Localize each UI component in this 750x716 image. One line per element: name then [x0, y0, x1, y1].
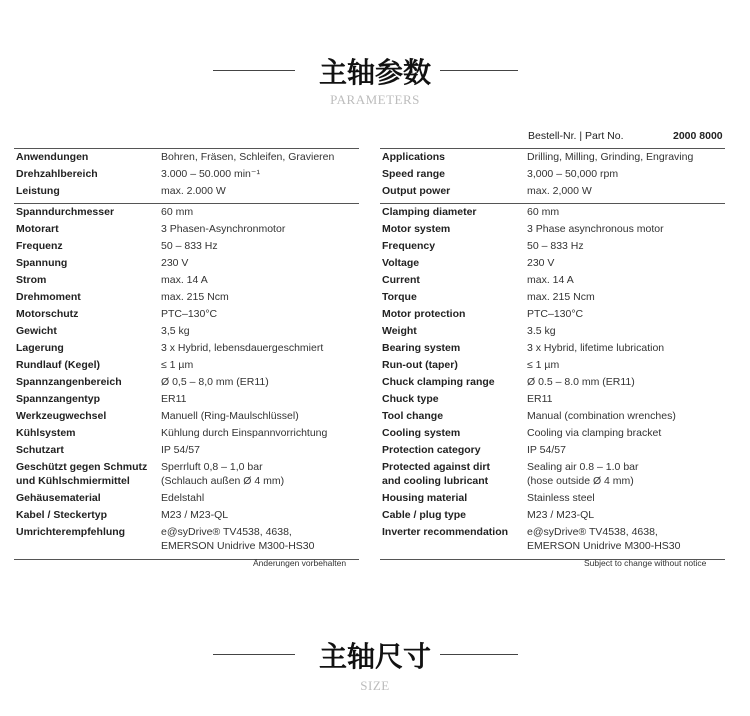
part-number	[528, 130, 723, 142]
spec-value: Drilling, Milling, Grinding, Engraving	[527, 151, 694, 163]
spec-label: Lagerung	[16, 342, 64, 354]
spec-value: Ø 0.5 – 8.0 mm (ER11)	[527, 376, 635, 388]
spec-value: M23 / M23-QL	[161, 509, 229, 521]
spec-label: Cable / plug type	[382, 509, 467, 521]
spec-value: Edelstahl	[161, 492, 205, 504]
spec-value-line2: EMERSON Unidrive M300-HS30	[161, 540, 315, 552]
change-note-german: Änderungen vorbehalten	[253, 558, 347, 568]
spec-value: 3.000 – 50.000 min⁻¹	[161, 168, 260, 180]
part-number-label: Bestell-Nr. | Part No.	[528, 130, 624, 142]
spec-label: Schutzart	[16, 444, 64, 456]
spec-value: ≤ 1 µm	[161, 359, 194, 371]
part-number-value: 2000 8000	[673, 130, 723, 142]
spec-value: max. 2.000 W	[161, 185, 226, 197]
spec-label: Motorschutz	[16, 308, 79, 320]
section-title: 主轴尺寸	[318, 640, 431, 673]
spec-value: ≤ 1 µm	[527, 359, 560, 371]
parameters-header	[0, 0, 750, 110]
spec-label: Clamping diameter	[382, 206, 477, 218]
spec-value: e@syDrive® TV4538, 4638,	[527, 526, 658, 538]
spec-label: Bearing system	[382, 342, 461, 354]
spec-label: Protection category	[382, 444, 481, 456]
spec-value: Stainless steel	[527, 492, 595, 504]
size-header	[0, 620, 750, 716]
spec-value: 3 x Hybrid, lebensdauergeschmiert	[161, 342, 324, 354]
spec-label: Motor protection	[382, 308, 466, 320]
spec-label: Voltage	[382, 257, 420, 269]
table-rule	[14, 148, 359, 149]
spec-label: Drehmoment	[16, 291, 81, 303]
spec-label: Kühlsystem	[16, 427, 76, 439]
spec-value: Cooling via clamping bracket	[527, 427, 662, 439]
spec-value: Sperrluft 0,8 – 1,0 bar	[161, 461, 263, 473]
spec-value: M23 / M23-QL	[527, 509, 595, 521]
spec-label: Strom	[16, 274, 47, 286]
spec-label: Spannung	[16, 257, 68, 269]
spec-label: Inverter recommendation	[382, 526, 509, 538]
spec-value: 3 Phase asynchronous motor	[527, 223, 664, 235]
spec-label: Gewicht	[16, 325, 57, 337]
spec-label-line2: und Kühlschmiermittel	[16, 475, 130, 487]
spec-label: Gehäusematerial	[16, 492, 101, 504]
spec-value: PTC–130°C	[527, 308, 584, 320]
spec-value: max. 14 A	[161, 274, 208, 286]
spec-value: 3,000 – 50,000 rpm	[527, 168, 619, 180]
spec-value: 50 – 833 Hz	[527, 240, 584, 252]
spec-value: max. 14 A	[527, 274, 574, 286]
spec-value-line2: (hose outside Ø 4 mm)	[527, 475, 634, 487]
spec-value-line2: EMERSON Unidrive M300-HS30	[527, 540, 681, 552]
spec-label: Speed range	[382, 168, 446, 180]
spec-value: Ø 0,5 – 8,0 mm (ER11)	[161, 376, 269, 388]
spec-label: Run-out (taper)	[382, 359, 458, 371]
spec-value: e@syDrive® TV4538, 4638,	[161, 526, 292, 538]
spec-value: 3 Phasen-Asynchronmotor	[161, 223, 286, 235]
spec-value: 3.5 kg	[527, 325, 556, 337]
table-rule	[380, 203, 725, 204]
spec-label: Motorart	[16, 223, 59, 235]
spec-label: Spannzangentyp	[16, 393, 101, 405]
spec-label: Geschützt gegen Schmutz	[16, 461, 148, 473]
spec-label: Protected against dirt	[382, 461, 490, 473]
spec-label: Umrichterempfehlung	[16, 526, 126, 538]
spec-value: max. 2,000 W	[527, 185, 592, 197]
spec-value-line2: (Schlauch außen Ø 4 mm)	[161, 475, 285, 487]
spec-label: Current	[382, 274, 420, 286]
spec-value: Kühlung durch Einspannvorrichtung	[161, 427, 328, 439]
spec-label-line2: and cooling lubricant	[382, 475, 489, 487]
spec-label: Frequenz	[16, 240, 63, 252]
spec-label: Torque	[382, 291, 417, 303]
spec-value: IP 54/57	[527, 444, 566, 456]
spec-label: Cooling system	[382, 427, 461, 439]
spec-label: Motor system	[382, 223, 451, 235]
spec-label: Chuck type	[382, 393, 439, 405]
table-rule	[14, 203, 359, 204]
spec-label: Kabel / Steckertyp	[16, 509, 108, 521]
spec-label: Weight	[382, 325, 417, 337]
spec-label: Tool change	[382, 410, 444, 422]
spec-label: Anwendungen	[16, 151, 89, 163]
spec-label: Output power	[382, 185, 451, 197]
section-subtitle: SIZE	[360, 678, 390, 693]
spec-label: Housing material	[382, 492, 468, 504]
spec-value: ER11	[161, 393, 187, 405]
section-subtitle: PARAMETERS	[330, 92, 420, 107]
spec-value: ER11	[527, 393, 553, 405]
spec-label: Werkzeugwechsel	[16, 410, 107, 422]
spec-value: max. 215 Ncm	[161, 291, 229, 303]
section-title: 主轴参数	[318, 56, 431, 89]
spec-label: Frequency	[382, 240, 436, 252]
spec-value: Bohren, Fräsen, Schleifen, Gravieren	[161, 151, 335, 163]
spec-value: Manual (combination wrenches)	[527, 410, 676, 422]
spec-value: max. 215 Ncm	[527, 291, 595, 303]
spec-value: IP 54/57	[161, 444, 200, 456]
spec-value: Sealing air 0.8 – 1.0 bar	[527, 461, 639, 473]
spec-value: PTC–130°C	[161, 308, 218, 320]
spec-label: Rundlauf (Kegel)	[16, 359, 100, 371]
change-note-english: Subject to change without notice	[584, 558, 707, 568]
spec-value: 60 mm	[527, 206, 560, 218]
spec-value: 230 V	[161, 257, 189, 269]
spec-value: 230 V	[527, 257, 555, 269]
spec-value: Manuell (Ring-Maulschlüssel)	[161, 410, 299, 422]
spec-value: 3 x Hybrid, lifetime lubrication	[527, 342, 665, 354]
spec-label: Applications	[382, 151, 446, 163]
spec-value: 3,5 kg	[161, 325, 190, 337]
spec-label: Chuck clamping range	[382, 376, 495, 388]
spec-label: Spanndurchmesser	[16, 206, 115, 218]
spec-label: Leistung	[16, 185, 60, 197]
spec-label: Spannzangenbereich	[16, 376, 122, 388]
table-rule	[380, 148, 725, 149]
spec-value: 60 mm	[161, 206, 194, 218]
spec-label: Drehzahlbereich	[16, 168, 98, 180]
spec-value: 50 – 833 Hz	[161, 240, 218, 252]
